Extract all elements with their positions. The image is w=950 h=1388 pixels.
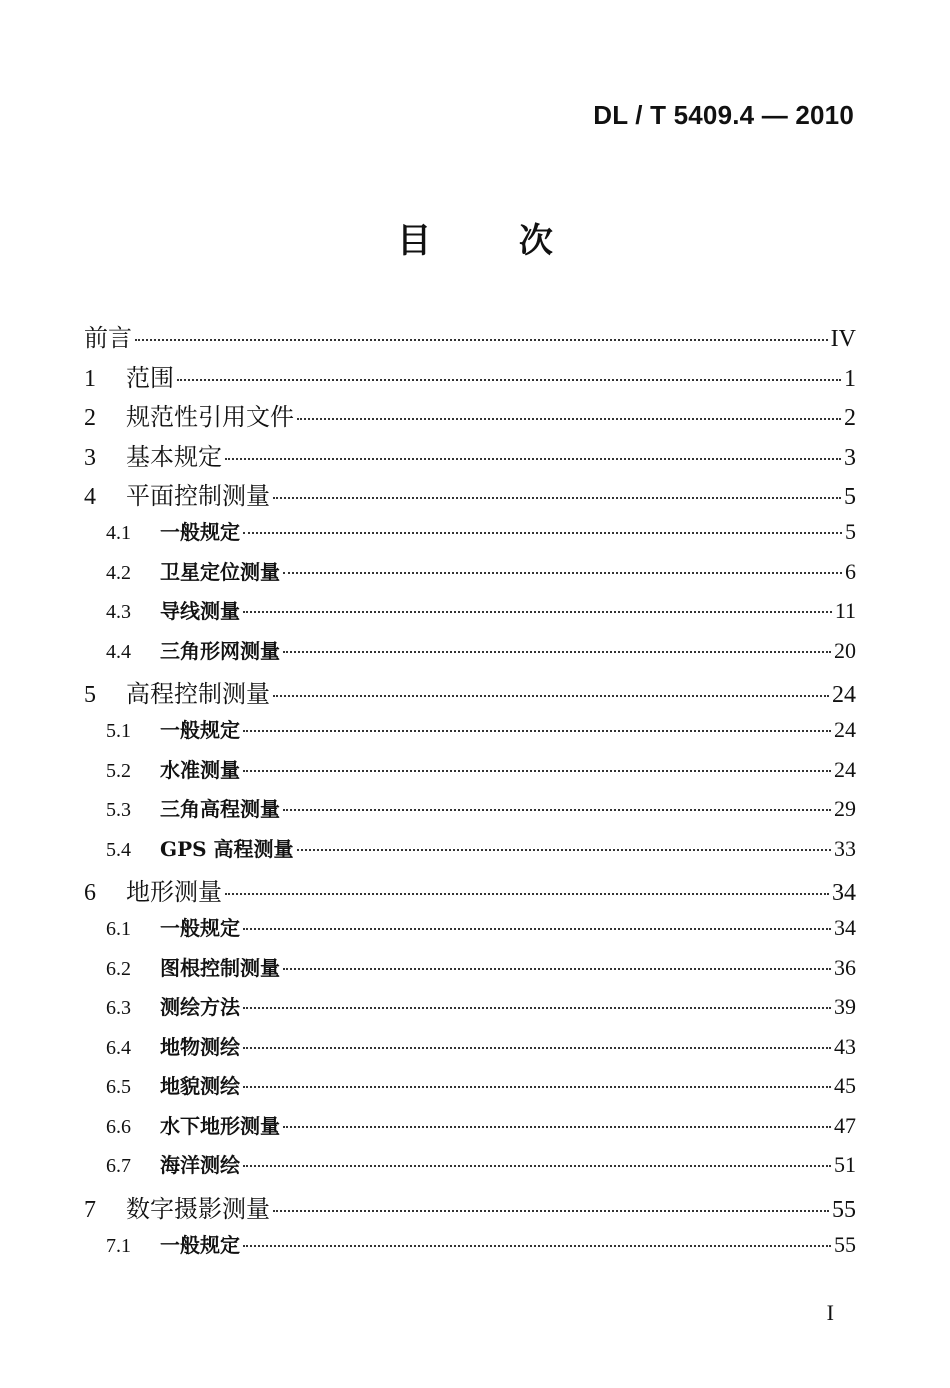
- toc-entry-title: 地貌测绘: [160, 1074, 240, 1099]
- toc-entry-title: 三角高程测量: [160, 797, 280, 822]
- toc-entry-page: 36: [834, 954, 856, 980]
- toc-entry-title: 一般规定: [160, 519, 240, 544]
- toc-section-entry[interactable]: [84, 991, 856, 1031]
- toc-section-entry[interactable]: [84, 714, 856, 754]
- toc-chapter-entry[interactable]: [84, 872, 856, 912]
- toc-entry-title: 高程控制测量: [126, 680, 270, 709]
- toc-dot-leader: [243, 1245, 831, 1247]
- toc-entry-title: 图根控制测量: [160, 955, 280, 980]
- toc-entry-number: 5.1: [106, 719, 131, 742]
- toc-section-entry[interactable]: [84, 1110, 856, 1150]
- toc-dot-leader: [283, 1126, 831, 1128]
- toc-chapter-entry[interactable]: [84, 674, 856, 714]
- toc-entry-page: 34: [832, 880, 856, 907]
- toc-dot-leader: [273, 497, 841, 499]
- toc-entry-title: 一般规定: [160, 915, 240, 940]
- toc-entry-page: 20: [834, 637, 856, 663]
- toc-entry-number: 7.1: [106, 1234, 131, 1257]
- toc-entry-page: 39: [834, 994, 856, 1020]
- toc-dot-leader: [283, 809, 831, 811]
- page-title-char-2: 次: [518, 221, 553, 261]
- toc-entry-page: 5: [845, 518, 856, 544]
- toc-entry-number: 3: [84, 444, 96, 471]
- toc-chapter-entry[interactable]: [84, 358, 856, 398]
- toc-entry-page: 24: [834, 756, 856, 782]
- toc-entry-title: 地物测绘: [160, 1034, 240, 1059]
- toc-entry-number: 5.3: [106, 799, 131, 822]
- toc-dot-leader: [225, 893, 829, 895]
- toc-dot-leader: [243, 1165, 831, 1167]
- toc-section-entry[interactable]: [84, 912, 856, 952]
- toc-entry-title: 水下地形测量: [160, 1113, 280, 1138]
- toc-entry-number: 6.3: [106, 997, 131, 1020]
- toc-entry-number: 7: [84, 1197, 96, 1224]
- toc-dot-leader: [243, 1007, 831, 1009]
- toc-entry-title: 卫星定位测量: [160, 559, 280, 584]
- toc-entry-number: 1: [84, 365, 96, 392]
- page-title-char-1: 目: [397, 221, 432, 261]
- toc-entry-number: 6.7: [106, 1155, 131, 1178]
- toc-entry-page: 6: [845, 558, 856, 584]
- toc-entry-page: 51: [834, 1152, 856, 1178]
- toc-entry-number: 5.2: [106, 759, 131, 782]
- toc-dot-leader: [243, 770, 831, 772]
- toc-chapter-entry[interactable]: [84, 476, 856, 516]
- toc-entry-title: GPS 高程测量: [160, 836, 294, 861]
- toc-entry-page: 24: [834, 716, 856, 742]
- toc-entry-number: 6.1: [106, 917, 131, 940]
- toc-dot-leader: [243, 730, 831, 732]
- toc-entry-title: 导线测量: [160, 599, 240, 624]
- toc-dot-leader: [225, 458, 841, 460]
- toc-section-entry[interactable]: [84, 1229, 856, 1269]
- toc-entry-number: 6.2: [106, 957, 131, 980]
- toc-section-entry[interactable]: [84, 556, 856, 596]
- toc-chapter-entry[interactable]: [84, 1189, 856, 1229]
- toc-entry-page: IV: [830, 326, 856, 352]
- toc-section-entry[interactable]: [84, 516, 856, 556]
- toc-entry-number: 6.5: [106, 1076, 131, 1099]
- toc-entry-page: 24: [832, 682, 856, 709]
- toc-entry-title: 三角形网测量: [160, 638, 280, 663]
- toc-chapter-entry[interactable]: [84, 397, 856, 437]
- toc-entry-title: 一般规定: [160, 1232, 240, 1257]
- toc-entry-page: 47: [834, 1112, 856, 1138]
- toc-entry-page: 34: [834, 914, 856, 940]
- toc-entry-page: 1: [844, 365, 856, 392]
- toc-entry-title: 水准测量: [160, 757, 240, 782]
- toc-dot-leader: [283, 572, 842, 574]
- toc-section-entry[interactable]: [84, 793, 856, 833]
- toc-entry-number: 6.6: [106, 1115, 131, 1138]
- toc-entry-page: 3: [844, 444, 856, 471]
- toc-dot-leader: [273, 1210, 829, 1212]
- toc-entry-title: 测绘方法: [160, 995, 240, 1020]
- toc-entry-number: 4.2: [106, 561, 131, 584]
- toc-entry-number: 4: [84, 484, 96, 511]
- page-number: I: [826, 1300, 834, 1325]
- toc-entry-number: 4.3: [106, 601, 131, 624]
- toc-entry-title: 规范性引用文件: [126, 403, 294, 432]
- toc-dot-leader: [243, 532, 842, 534]
- toc-entry-title: 数字摄影测量: [126, 1195, 270, 1224]
- page-title: [0, 213, 950, 262]
- toc-dot-leader: [273, 695, 829, 697]
- toc-entry-page: 55: [834, 1231, 856, 1257]
- toc-entry-title: 基本规定: [126, 442, 222, 471]
- toc-section-entry[interactable]: [84, 754, 856, 794]
- toc-entry-page: 33: [834, 835, 856, 861]
- toc-entry-page: 29: [834, 796, 856, 822]
- toc-dot-leader: [297, 849, 831, 851]
- toc-dot-leader: [283, 968, 831, 970]
- toc-entry-page: 11: [834, 598, 856, 624]
- toc-chapter-entry[interactable]: [84, 318, 856, 358]
- toc-entry-page: 2: [844, 405, 856, 432]
- toc-entry-number: 5: [84, 682, 96, 709]
- toc-entry-number: 6: [84, 880, 96, 907]
- toc-section-entry[interactable]: [84, 1149, 856, 1189]
- document-code: DL / T 5409.4 — 2010: [593, 100, 854, 130]
- toc-dot-leader: [243, 611, 832, 613]
- toc-entry-title: 范围: [126, 363, 174, 392]
- toc-entry-title: 前言: [84, 324, 132, 352]
- toc-entry-title: 海洋测绘: [160, 1153, 240, 1178]
- toc-dot-leader: [283, 651, 831, 653]
- toc-section-entry[interactable]: [84, 952, 856, 992]
- toc-entry-page: 5: [844, 484, 856, 511]
- toc-chapter-entry[interactable]: [84, 437, 856, 477]
- toc-entry-number: 5.4: [106, 838, 131, 861]
- toc-dot-leader: [243, 1086, 831, 1088]
- toc-entry-page: 43: [834, 1033, 856, 1059]
- toc-entry-number: 4.1: [106, 521, 131, 544]
- toc-dot-leader: [243, 928, 831, 930]
- toc-entry-number: 2: [84, 405, 96, 432]
- toc-dot-leader: [297, 418, 841, 420]
- toc-entry-number: 4.4: [106, 640, 131, 663]
- toc-section-entry[interactable]: [84, 833, 856, 873]
- table-of-contents: [84, 318, 856, 1268]
- toc-section-entry[interactable]: [84, 1070, 856, 1110]
- toc-entry-title: 平面控制测量: [126, 482, 270, 511]
- toc-entry-title: 一般规定: [160, 717, 240, 742]
- toc-dot-leader: [243, 1047, 831, 1049]
- toc-dot-leader: [177, 379, 841, 381]
- toc-entry-title: 地形测量: [126, 878, 222, 907]
- toc-section-entry[interactable]: [84, 635, 856, 675]
- toc-entry-page: 45: [834, 1073, 856, 1099]
- toc-section-entry[interactable]: [84, 1031, 856, 1071]
- toc-section-entry[interactable]: [84, 595, 856, 635]
- toc-entry-number: 6.4: [106, 1036, 131, 1059]
- toc-dot-leader: [135, 339, 828, 341]
- toc-entry-page: 55: [832, 1197, 856, 1224]
